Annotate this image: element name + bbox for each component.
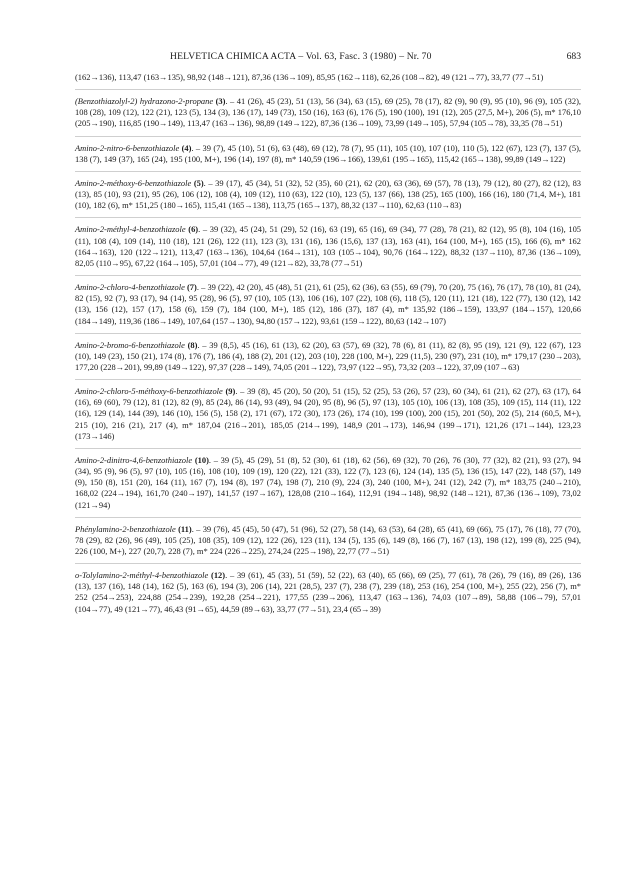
divider (75, 379, 581, 380)
compound-number: (8) (187, 339, 198, 350)
compound-name: Amino-2-chloro-4-benzothiazole (75, 282, 185, 293)
spectrum-data: . – 39 (76), 45 (45), 50 (47), 51 (96), 52 (27), 58 (14), 63 (53), 64 (28), 65 (41), 69 (66), 75 (17), 76 (18), 77 (70), 78 (29), 82 (26), 96 (49), 105 (25), 108 (35), 109 (12), 122 (26), 123 (11), 134 (5), 135 (6), 149 (8), 166 (7), 167 (13), 198 (12), 199 (8), 225 (94), 226 (100, M+), 227 (20,7), 228 (7), m* 224 (226→225), 274,24 (225→198), 22,77 (77→51) (75, 523, 581, 556)
compound-entry (75, 455, 581, 511)
compound-name: (Benzothiazolyl-2) hydrazono-2-propane (75, 96, 214, 107)
compound-name: Amino-2-méthyl-4-benzothiazole (75, 224, 186, 235)
compound-name: o-Tolylamino-2-méthyl-4-benzothiazole (75, 570, 209, 581)
compound-number: (11) (178, 523, 192, 534)
spectrum-data: . – 39 (32), 45 (24), 51 (29), 52 (16), 63 (19), 65 (16), 69 (34), 77 (28), 78 (21), 82 (12), 95 (8), 104 (16), 105 (11), 108 (4), 109 (14), 110 (18), 121 (26), 122 (11), 123 (3), 131 (16), 136 (15,6), 137 (13), 163 (41), 164 (100, M+), 165 (15), 166 (6), m* 162 (164→163), 120 (122→121), 113,47 (163→136), 104,64 (164→131), 103 (105→104), 90,76 (164→122), 88,32 (137→110), 87,36 (136→109), 82,05 (110→95), 67,22 (164→105), 57,01 (104→77), 49 (121→82), 33,78 (77→51) (75, 224, 582, 268)
divider (75, 333, 581, 334)
spectrum-data: . – 39 (5), 45 (29), 51 (8), 52 (30), 61 (18), 62 (56), 69 (32), 70 (26), 76 (30), 77 (32), 82 (21), 93 (27), 94 (34), 95 (9), 96 (5), 97 (10), 105 (16), 108 (10), 109 (19), 120 (22), 121 (33), 122 (7), 123 (6), 124 (14), 135 (5), 136 (15), 147 (22), 148 (57), 149 (9), 150 (8), 151 (20), 164 (11), 167 (7), 194 (8), 197 (74), 198 (7), 210 (9), 224 (3), 240 (100, M+), 241 (12), 242 (7), m* 183,75 (240→210), 168,02 (224→194), 161,70 (240→197), 141,57 (197→167), 128,08 (210→164), 112,91 (194→148), 98,92 (148→121), 87,36 (136→109), 73,02 (121→94) (75, 454, 582, 510)
divider (75, 217, 581, 218)
spectrum-data: . – 39 (61), 45 (33), 51 (59), 52 (22), 63 (40), 65 (66), 69 (25), 77 (61), 78 (26), 79 (16), 89 (26), 136 (13), 137 (16), 148 (14), 162 (5), 163 (6), 194 (3), 206 (14), 221 (28,5), 237 (7), 238 (7), 239 (18), 253 (16), 254 (100, M+), 255 (22), 256 (7), m* 252 (254→253), 224,88 (254→239), 192,28 (254→221), 177,55 (239→206), 113,47 (163→136), 74,03 (107→89), 58,88 (106→79), 57,01 (104→77), 49 (121→77), 46,43 (91→65), 44,59 (89→63), 33,77 (77→51), 23,4 (65→39) (75, 570, 581, 614)
compound-number: (5) (193, 177, 204, 188)
divider (75, 448, 581, 449)
compound-entry (75, 386, 581, 442)
compound-number: (10) (194, 454, 209, 465)
spectrum-data: . – 39 (8), 45 (20), 50 (20), 51 (15), 52 (25), 53 (26), 57 (23), 60 (34), 61 (21), 62 (27), 63 (17), 64 (16), 69 (60), 79 (12), 81 (12), 82 (9), 85 (24), 86 (14), 93 (49), 94 (20), 95 (8), 96 (5), 97 (13), 105 (10), 106 (13), 108 (35), 109 (15), 114 (11), 122 (16), 129 (14), 144 (39), 146 (10), 156 (5), 158 (2), 171 (67), 172 (30), 173 (26), 174 (10), 199 (100), 200 (15), 201 (50), 202 (5), 214 (60,5, M+), 215 (10), 216 (21), 217 (4), m* 187,04 (216→201), 185,05 (214→199), 148,9 (201→173), 146,94 (199→171), 121,26 (171→144), 123,23 (173→146) (75, 386, 581, 441)
spectrum-data: . – 41 (26), 45 (23), 51 (13), 56 (34), 63 (15), 69 (25), 78 (17), 82 (9), 90 (9), 95 (10), 96 (9), 105 (32), 108 (28), 109 (12), 122 (21), 123 (5), 134 (3), 136 (17), 149 (73), 150 (16), 163 (6), 176 (5), 190 (100), 191 (12), 205 (27,5, M+), 206 (5), m* 176,10 (205→190), 116,85 (190→149), 113,47 (163→136), 98,89 (149→122), 87,36 (136→109), 73,99 (149→105), 57,94 (105→78), 33,35 (78→51) (75, 96, 582, 129)
compound-number: (4) (181, 142, 192, 153)
divider (75, 517, 581, 518)
divider (75, 89, 581, 90)
compound-number: (7) (186, 282, 197, 293)
compound-entry (75, 282, 581, 327)
compound-entry (75, 178, 581, 211)
mass-spectra-list (75, 72, 581, 615)
compound-number: (6) (188, 224, 199, 235)
spectrum-data: . – 39 (7), 45 (10), 51 (6), 63 (48), 69 (12), 78 (7), 95 (11), 105 (10), 107 (10), 110 (5), 122 (67), 123 (7), 137 (5), 138 (7), 149 (37), 165 (24), 195 (100, M+), 196 (14), 197 (8), m* 140,59 (196→166), 139,61 (195→165), 115,42 (165→138), 99,89 (149→122) (75, 142, 581, 164)
compound-number: (12) (211, 570, 226, 581)
divider (75, 563, 581, 564)
compound-number: (3) (215, 96, 226, 107)
running-head: HELVETICA CHIMICA ACTA – Vol. 63, Fasc. 3 (1980) – Nr. 70 (170, 51, 432, 62)
page-number: 683 (566, 51, 581, 62)
divider (75, 171, 581, 172)
compound-name: Amino-2-chloro-5-méthoxy-6-benzothiazole (75, 386, 223, 397)
page-header (75, 51, 581, 65)
compound-entry (75, 340, 581, 373)
compound-name: Amino-2-nitro-6-benzothiazole (75, 142, 180, 153)
continued-spectrum: (162→136), 113,47 (163→135), 98,92 (148→121), 87,36 (136→109), 85,95 (162→118), 62,26 (108→82), 49 (121→77), 33,77 (77→51) (75, 72, 544, 82)
spectrum-data: . – 39 (17), 45 (34), 51 (32), 52 (35), 60 (21), 62 (20), 63 (36), 69 (57), 78 (13), 79 (12), 80 (27), 82 (12), 83 (13), 85 (10), 93 (21), 95 (26), 106 (12), 108 (4), 109 (12), 110 (63), 122 (10), 123 (5), 137 (66), 138 (25), 165 (100), 166 (16), 180 (71,4, M+), 181 (10), 182 (6), m* 151,25 (180→165), 115,41 (165→138), 113,75 (165→137), 88,32 (137→110), 62,63 (110→83) (75, 177, 582, 211)
divider (75, 275, 581, 276)
compound-name: Amino-2-méthoxy-6-benzothiazole (75, 177, 192, 188)
compound-entry (75, 143, 581, 165)
compound-entry (75, 524, 581, 557)
compound-entry (75, 96, 581, 129)
spectrum-data: . – 39 (22), 42 (20), 45 (48), 51 (21), 61 (25), 62 (36), 63 (55), 69 (79), 70 (20), 75 (16), 76 (17), 78 (10), 81 (24), 82 (15), 92 (7), 93 (17), 94 (14), 95 (28), 96 (5), 97 (10), 105 (13), 106 (16), 107 (22), 108 (6), 118 (5), 120 (11), 121 (18), 122 (77), 130 (12), 142 (13), 156 (12), 157 (17), 158 (6), 159 (7), 184 (100, M+), 185 (12), 186 (37), 187 (4), m* 135,92 (186→159), 133,97 (184→157), 120,66 (184→149), 119,36 (186→149), 107,64 (157→130), 94,80 (157→122), 93,61 (159→122), 80,63 (142→107) (75, 282, 581, 326)
divider (75, 136, 581, 137)
compound-name: Amino-2-dinitro-4,6-benzothiazole (75, 454, 193, 465)
compound-name: Amino-2-bromo-6-benzothiazole (75, 339, 185, 350)
compound-name: Phénylamino-2-benzothiazole (75, 523, 176, 534)
compound-entry (75, 224, 581, 269)
compound-entry (75, 570, 581, 615)
compound-number: (9) (225, 386, 236, 397)
spectrum-data: . – 39 (8,5), 45 (16), 61 (13), 62 (20), 63 (57), 69 (32), 78 (6), 81 (11), 82 (8), 95 (19), 121 (9), 122 (67), 123 (10), 149 (23), 150 (21), 174 (8), 176 (7), 186 (4), 188 (2), 201 (12), 203 (10), 228 (100, M+), 229 (11,5), 230 (97), 231 (10), m* 179,17 (230→203), 177,20 (228→201), 99,89 (149→122), 97,37 (228→149), 74,05 (201→122), 73,97 (122→95), 73,32 (203→122), 37,09 (107→63) (75, 339, 582, 372)
